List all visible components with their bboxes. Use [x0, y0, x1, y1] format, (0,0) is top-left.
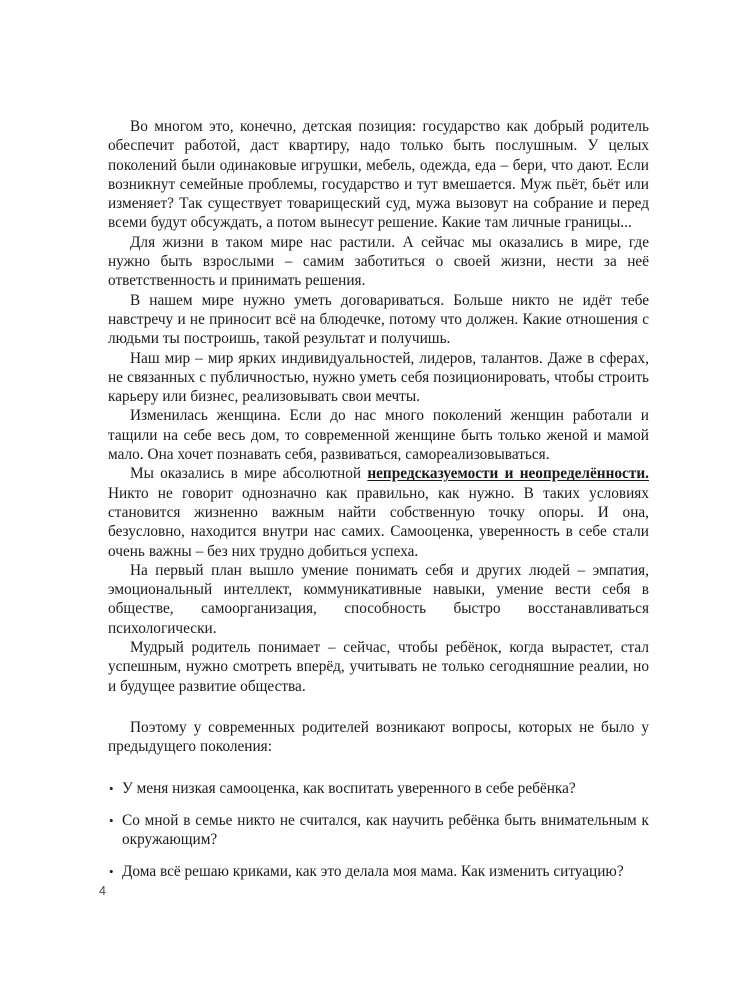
list-item: • Со мной в семье никто не считался, как научить ребёнка быть внимательным к окружающим?: [108, 811, 649, 850]
paragraph-2: Для жизни в таком мире нас растили. А сейчас мы оказались в мире, где нужно быть взрослыми – самим заботиться о своей жизни, нести за неё ответственность и принимать решения.: [108, 233, 649, 290]
emphasized-term: непредсказуемости и неопределённости.: [367, 465, 649, 483]
paragraph-6: [108, 464, 649, 560]
paragraph-9-intro: Поэтому у современных родителей возникают вопросы, которых не было у предыдущего поколения:: [108, 718, 649, 756]
paragraph-6-lead: Мы оказались в мире абсолютной: [130, 465, 368, 483]
list-spacer: [108, 757, 649, 779]
paragraph-3: В нашем мире нужно уметь договариваться. Больше никто не идёт тебе навстречу и не приносит всё на блюдечке, потому что должен. Какие отношения с людьми ты построишь, такой результат и получишь.: [108, 291, 649, 348]
page-number: 4: [99, 884, 106, 898]
paragraph-7: На первый план вышло умение понимать себя и других людей – эмпатия, эмоциональный интеллект, коммуникативные навыки, умение вести себя в обществе, самоорганизация, способность быстро восстанавливаться психологически.: [108, 561, 649, 637]
list-item: • У меня низкая самооценка, как воспитать уверенного в себе ребёнка?: [108, 779, 649, 798]
paragraph-5: Изменилась женщина. Если до нас много поколений женщин работали и тащили на себе весь дом, то современной женщине быть только женой и мамой мало. Она хочет познавать себя, развиваться, самореализовываться.: [108, 407, 649, 464]
list-item: • Дома всё решаю криками, как это делала моя мама. Как изменить ситуацию?: [108, 862, 649, 881]
section-spacer: [108, 696, 649, 718]
paragraph-1: Во многом это, конечно, детская позиция: государство как добрый родитель обеспечит работой, даст квартиру, надо только быть послушным. У целых поколений были одинаковые игрушки, мебель, одежда, еда – бери, что дают. Если возникнут семейные проблемы, государство и тут вмешается. Муж пьёт, бьёт или изменяет? Так существует товарищеский суд, мужа вызовут на собрание и перед всеми будут обсуждать, а потом вынесут решение. Какие там личные границы...: [108, 118, 649, 232]
question-list: [108, 779, 649, 882]
paragraph-8: Мудрый родитель понимает – сейчас, чтобы ребёнок, когда вырастет, стал успешным, нужно смотреть вперёд, учитывать не только сегодняшние реалии, но и будущее развитие общества.: [108, 639, 649, 695]
text-column: [108, 117, 649, 882]
paragraph-6-tail: Никто не говорит однозначно как правильно, как нужно. В таких условиях становится жизненно важным найти собственную точку опоры. И она, безусловно, находится внутри нас самих. Самооценка, уверенность в себе стали очень важны – без них трудно добиться успеха.: [108, 484, 649, 560]
paragraph-4: Наш мир – мир ярких индивидуальностей, лидеров, талантов. Даже в сферах, не связанных с публичностью, нужно уметь себя позиционировать, чтобы строить карьеру или бизнес, реализовывать свои мечты.: [108, 349, 649, 406]
